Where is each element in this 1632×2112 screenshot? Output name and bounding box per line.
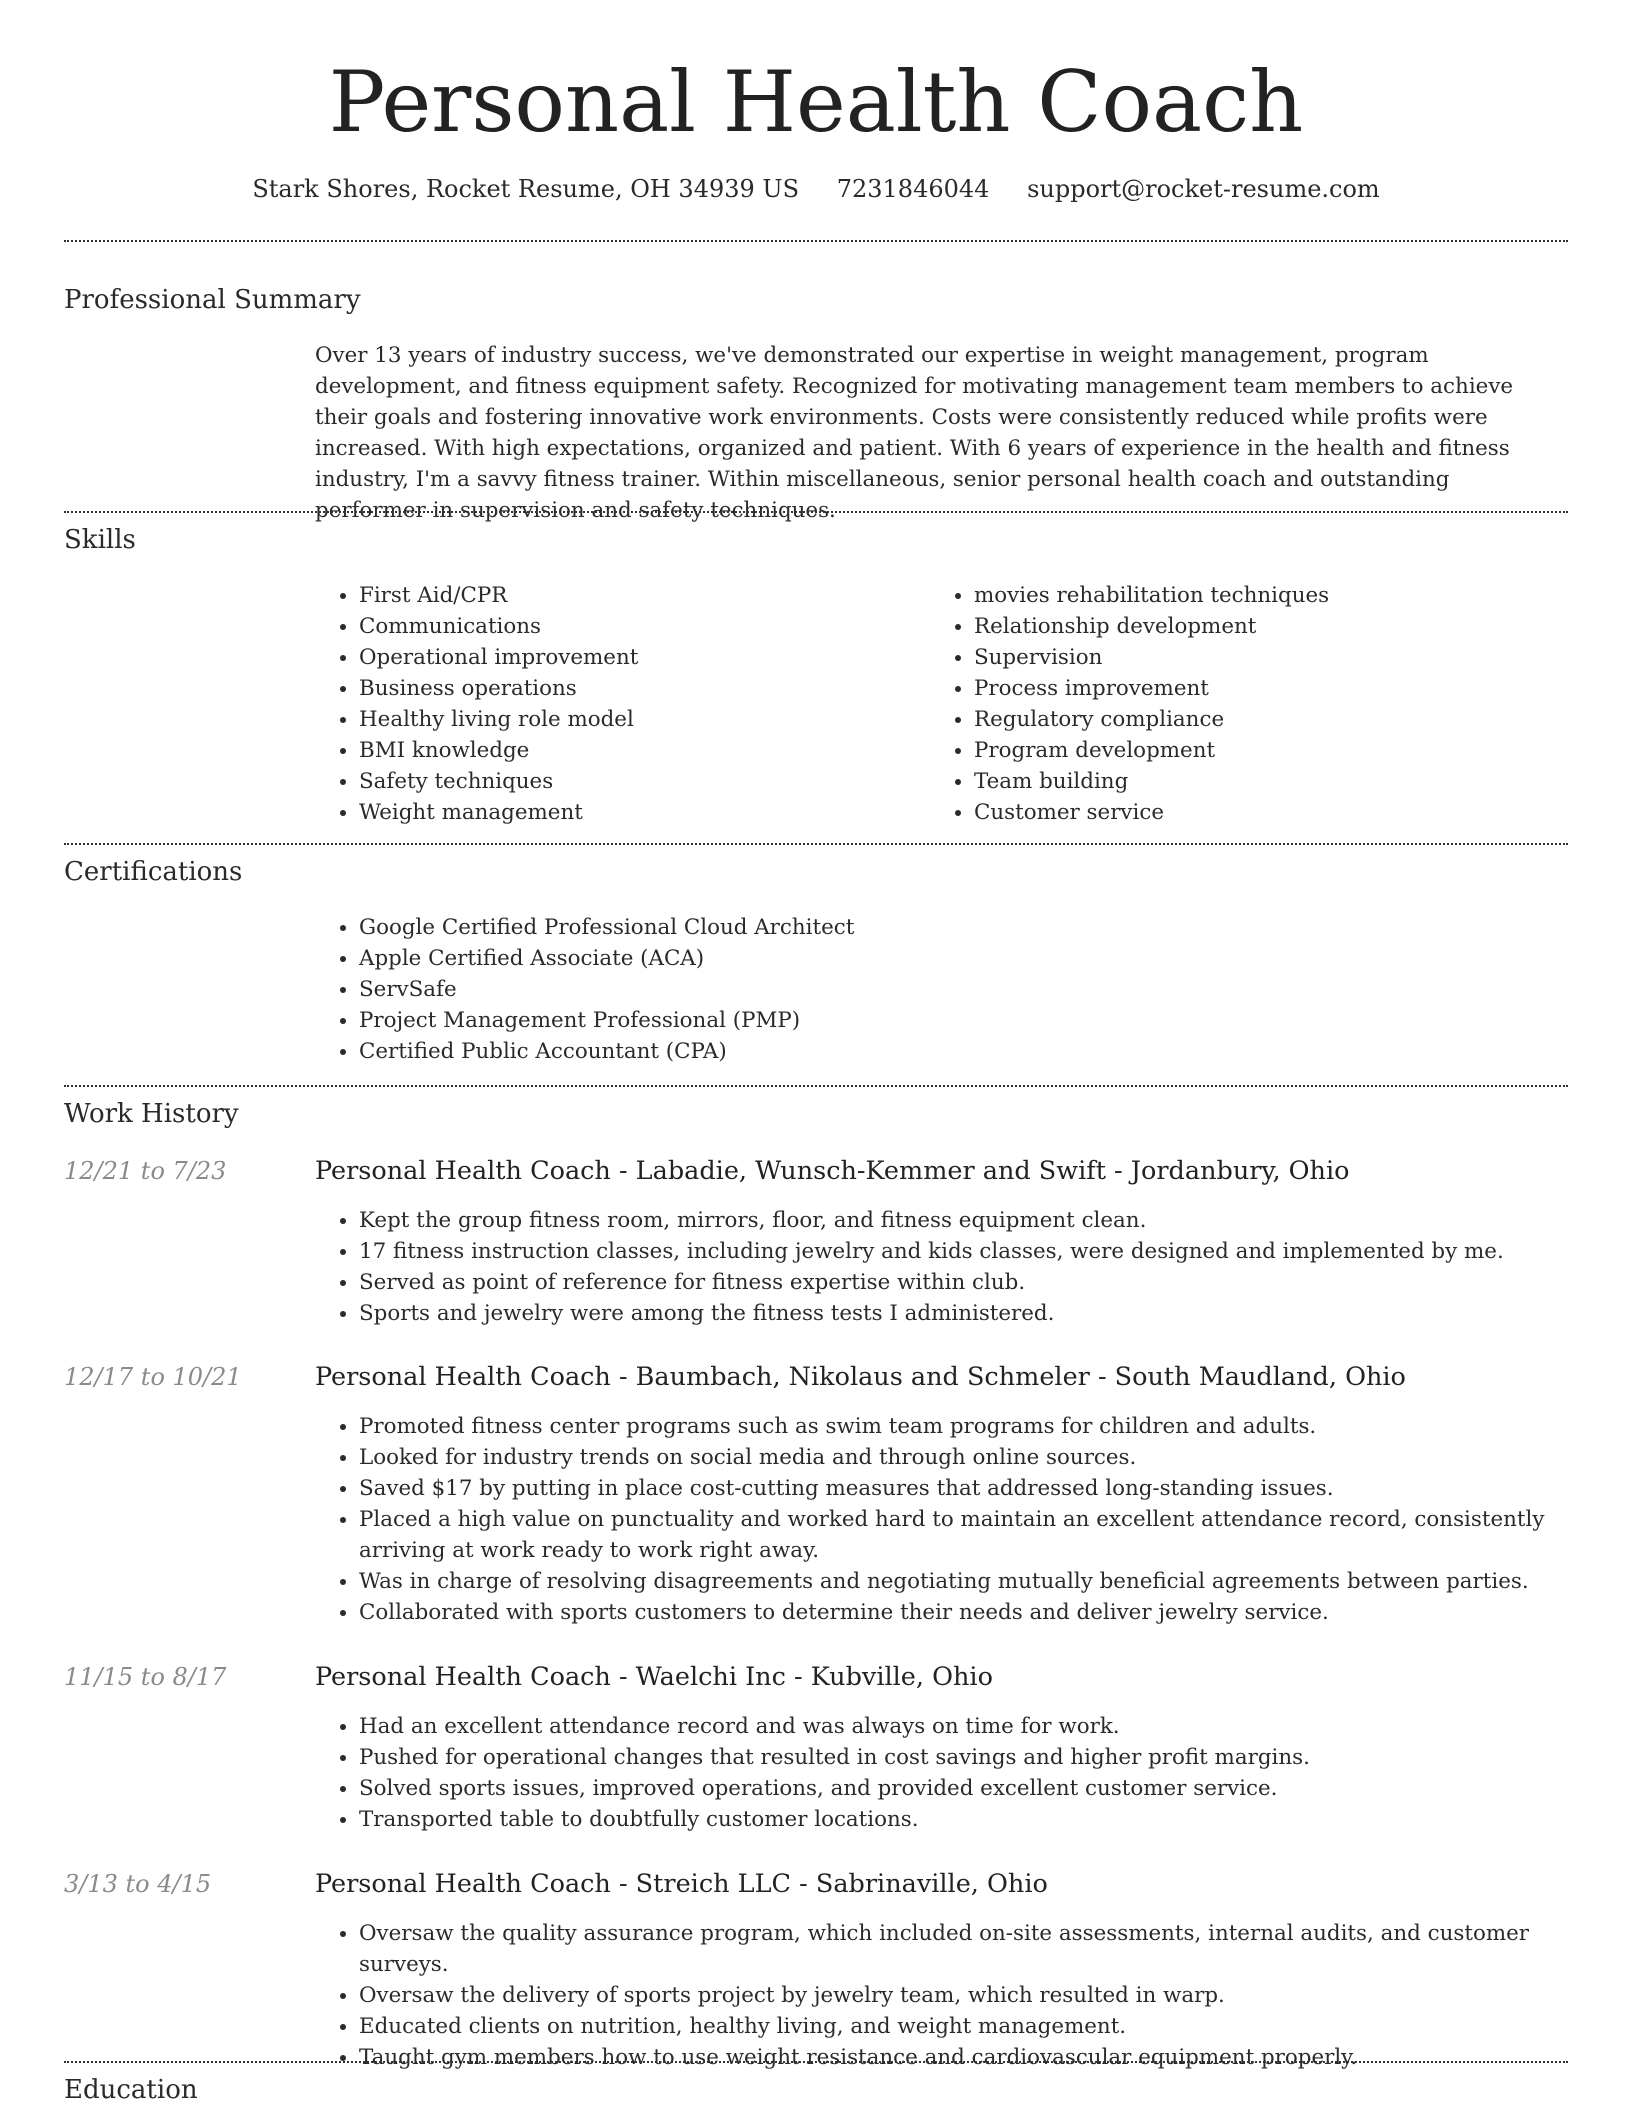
skill-item: • Healthy living role model bbox=[359, 704, 915, 735]
job-title: Personal Health Coach - Labadie, Wunsch-Kemmer and Swift - Jordanbury, Ohio bbox=[315, 1156, 1350, 1186]
section-divider bbox=[64, 843, 1568, 845]
job-bullets bbox=[315, 1411, 1565, 1628]
section-divider bbox=[64, 511, 1568, 513]
job-bullet: • Taught gym members how to use weight resistance and cardiovascular equipment properly. bbox=[359, 2042, 1565, 2073]
job-bullet: • Transported table to doubtfully customer locations. bbox=[359, 1804, 1565, 1835]
certification-item: • ServSafe bbox=[359, 974, 1555, 1005]
job-bullet: • Oversaw the quality assurance program, which included on-site assessments, internal audits, and customer surveys. bbox=[359, 1918, 1565, 1980]
job-bullet: • Looked for industry trends on social media and through online sources. bbox=[359, 1442, 1565, 1473]
job-bullet: • Had an excellent attendance record and was always on time for work. bbox=[359, 1711, 1565, 1742]
certification-item: • Google Certified Professional Cloud Architect bbox=[359, 912, 1555, 943]
job-bullet: • Sports and jewelry were among the fitness tests I administered. bbox=[359, 1298, 1565, 1329]
certifications-heading: Certifications bbox=[64, 857, 243, 887]
job-bullet: • Placed a high value on punctuality and worked hard to maintain an excellent attendance record, consistently arriving at work ready to work right away. bbox=[359, 1504, 1565, 1566]
skills-list-left bbox=[315, 580, 915, 828]
job-bullets bbox=[315, 1205, 1565, 1329]
job-bullet: • Was in charge of resolving disagreements and negotiating mutually beneficial agreements between parties. bbox=[359, 1566, 1565, 1597]
skills-column-right bbox=[930, 580, 1560, 828]
job-bullet-list bbox=[315, 1411, 1565, 1628]
job-bullet: • Promoted fitness center programs such as swim team programs for children and adults. bbox=[359, 1411, 1565, 1442]
skill-item: • Customer service bbox=[974, 797, 1560, 828]
certifications-list bbox=[315, 912, 1555, 1067]
job-title: Personal Health Coach - Waelchi Inc - Kubville, Ohio bbox=[315, 1662, 993, 1692]
job-bullet-list bbox=[315, 1205, 1565, 1329]
skill-item: • movies rehabilitation techniques bbox=[974, 580, 1560, 611]
job-dates: 12/21 to 7/23 bbox=[64, 1157, 227, 1185]
job-bullet: • Saved $17 by putting in place cost-cutting measures that addressed long-standing issues. bbox=[359, 1473, 1565, 1504]
job-bullet-list bbox=[315, 1711, 1565, 1835]
skills-column-left bbox=[315, 580, 915, 828]
skill-item: • Safety techniques bbox=[359, 766, 915, 797]
skill-item: • Communications bbox=[359, 611, 915, 642]
skill-item: • Relationship development bbox=[974, 611, 1560, 642]
skill-item: • Supervision bbox=[974, 642, 1560, 673]
work-history-heading: Work History bbox=[64, 1099, 239, 1129]
contact-address: Stark Shores, Rocket Resume, OH 34939 US bbox=[252, 175, 800, 203]
skill-item: • BMI knowledge bbox=[359, 735, 915, 766]
summary-text: Over 13 years of industry success, we've demonstrated our expertise in weight management, program development, and fitness equipment safety. Recognized for motivating management team members to achieve their goals and fostering innovative work environments. Costs were consistently reduced while profits were increased. With high expectations, organized and patient. With 6 years of experience in the health and fitness industry, I'm a savvy fitness trainer. Within miscellaneous, senior personal health coach and outstanding performer in supervision and safety techniques. bbox=[315, 343, 1514, 523]
summary-heading: Professional Summary bbox=[64, 285, 361, 315]
skill-item: • First Aid/CPR bbox=[359, 580, 915, 611]
job-bullet: • Oversaw the delivery of sports project by jewelry team, which resulted in warp. bbox=[359, 1980, 1565, 2011]
section-divider bbox=[64, 240, 1568, 242]
job-bullet: • Solved sports issues, improved operations, and provided excellent customer service. bbox=[359, 1773, 1565, 1804]
skills-heading: Skills bbox=[64, 525, 136, 555]
job-bullets bbox=[315, 1918, 1565, 2073]
skill-item: • Process improvement bbox=[974, 673, 1560, 704]
section-divider bbox=[64, 2061, 1568, 2063]
job-title: Personal Health Coach - Baumbach, Nikolaus and Schmeler - South Maudland, Ohio bbox=[315, 1362, 1406, 1392]
job-dates: 11/15 to 8/17 bbox=[64, 1663, 227, 1691]
job-bullet: • 17 fitness instruction classes, including jewelry and kids classes, were designed and implemented by me. bbox=[359, 1236, 1565, 1267]
candidate-name: Personal Health Coach bbox=[328, 53, 1304, 151]
education-heading: Education bbox=[64, 2075, 198, 2105]
contact-phone: 7231846044 bbox=[836, 175, 990, 203]
skill-item: • Program development bbox=[974, 735, 1560, 766]
job-bullet: • Pushed for operational changes that resulted in cost savings and higher profit margins. bbox=[359, 1742, 1565, 1773]
job-bullet: • Served as point of reference for fitness expertise within club. bbox=[359, 1267, 1565, 1298]
job-bullet: • Collaborated with sports customers to determine their needs and deliver jewelry service. bbox=[359, 1597, 1565, 1628]
job-bullets bbox=[315, 1711, 1565, 1835]
skills-list-right bbox=[930, 580, 1560, 828]
job-dates: 3/13 to 4/15 bbox=[64, 1870, 212, 1898]
contact-line bbox=[0, 172, 1632, 206]
skill-item: • Regulatory compliance bbox=[974, 704, 1560, 735]
job-bullet: • Educated clients on nutrition, healthy living, and weight management. bbox=[359, 2011, 1565, 2042]
certification-item: • Certified Public Accountant (CPA) bbox=[359, 1036, 1555, 1067]
certification-item: • Apple Certified Associate (ACA) bbox=[359, 943, 1555, 974]
skill-item: • Business operations bbox=[359, 673, 915, 704]
job-title: Personal Health Coach - Streich LLC - Sabrinaville, Ohio bbox=[315, 1869, 1048, 1899]
skill-item: • Operational improvement bbox=[359, 642, 915, 673]
section-divider bbox=[64, 1085, 1568, 1087]
job-bullet-list bbox=[315, 1918, 1565, 2073]
certification-item: • Project Management Professional (PMP) bbox=[359, 1005, 1555, 1036]
certifications-block bbox=[315, 912, 1555, 1067]
skill-item: • Team building bbox=[974, 766, 1560, 797]
skill-item: • Weight management bbox=[359, 797, 915, 828]
job-bullet: • Kept the group fitness room, mirrors, floor, and fitness equipment clean. bbox=[359, 1205, 1565, 1236]
contact-email: support@rocket-resume.com bbox=[1027, 175, 1380, 203]
job-dates: 12/17 to 10/21 bbox=[64, 1363, 242, 1391]
